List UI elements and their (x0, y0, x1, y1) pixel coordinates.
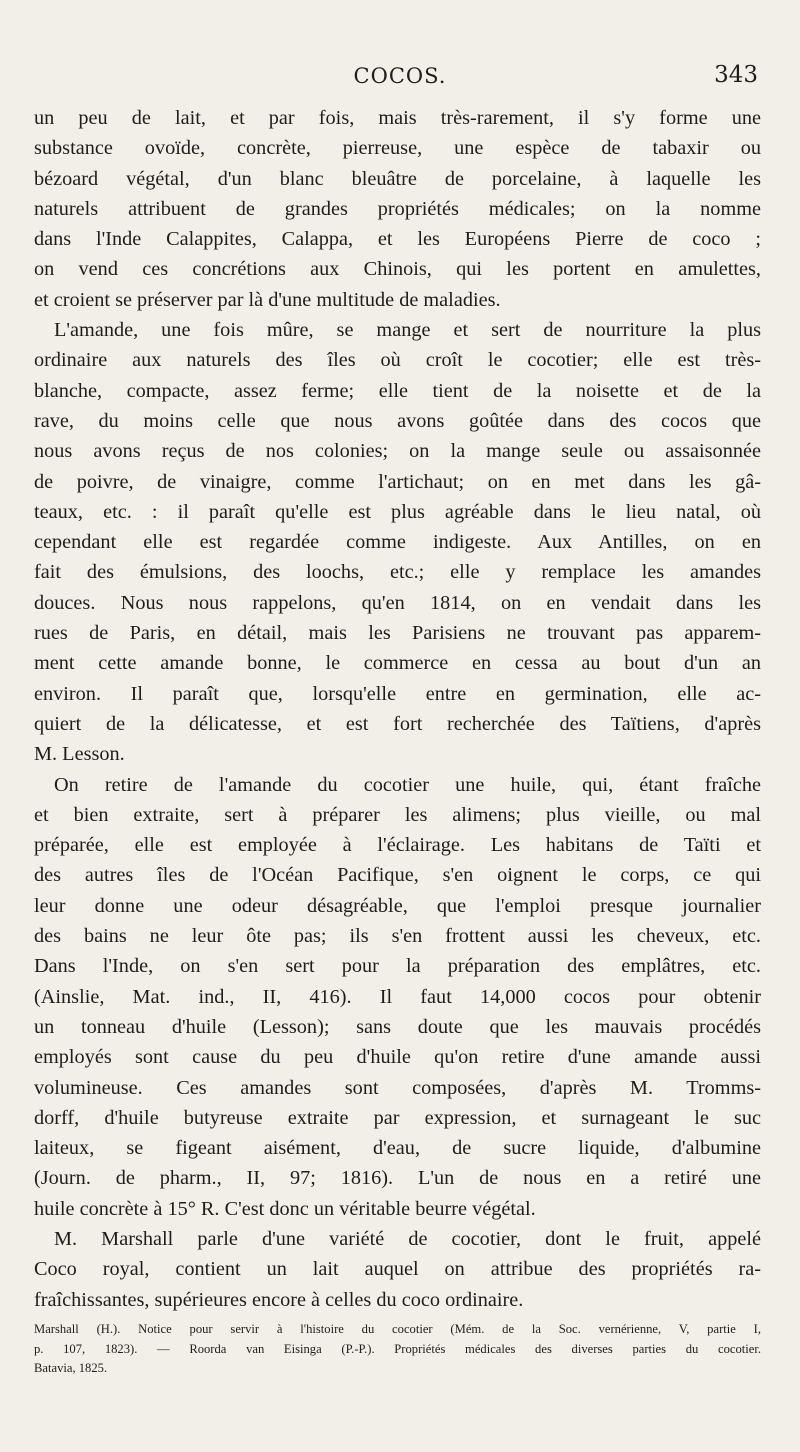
text-line: Coco royal, contient un lait auquel on attribue des propriétés ra- (34, 1258, 761, 1281)
paragraph (34, 770, 761, 1224)
page-number: 343 (714, 62, 758, 88)
text-line: on vend ces concrétions aux Chinois, qui les portent en amulettes, (34, 258, 761, 281)
text-line: On retire de l'amande du cocotier une huile, qui, étant fraîche (54, 773, 761, 796)
text-line: bézoard végétal, d'un blanc bleuâtre de porcelaine, à laquelle les (34, 167, 761, 190)
body-text (34, 103, 761, 1315)
text-line: fait des émulsions, des loochs, etc.; elle y remplace les amandes (34, 561, 761, 584)
text-line: leur donne une odeur désagréable, que l'emploi presque journalier (34, 894, 761, 917)
text-line: dans l'Inde Calappites, Calappa, et les Européens Pierre de coco ; (34, 228, 761, 251)
text-line: de poivre, de vinaigre, comme l'artichaut; on en met dans les gâ- (34, 470, 761, 493)
text-line: employés sont cause du peu d'huile qu'on retire d'une amande aussi (34, 1046, 761, 1069)
text-line: (Journ. de pharm., II, 97; 1816). L'un de nous en a retiré une (34, 1167, 761, 1190)
text-line: un tonneau d'huile (Lesson); sans doute que les mauvais procédés (34, 1015, 761, 1038)
text-line: L'amande, une fois mûre, se mange et sert de nourriture la plus (54, 319, 761, 342)
text-line: laiteux, se figeant aisément, d'eau, de sucre liquide, d'albumine (34, 1137, 761, 1160)
text-line: un peu de lait, et par fois, mais très-rarement, il s'y forme une (34, 107, 761, 129)
text-line: M. Marshall parle d'une variété de cocotier, dont le fruit, appelé (54, 1227, 761, 1250)
text-line: dorff, d'huile butyreuse extraite par expression, et surnageant le suc (34, 1106, 761, 1129)
text-line: Dans l'Inde, on s'en sert pour la préparation des emplâtres, etc. (34, 955, 761, 978)
text-line: volumineuse. Ces amandes sont composées, d'après M. Tromms- (34, 1076, 761, 1099)
paragraph (34, 315, 761, 769)
paragraph (34, 103, 761, 315)
running-head: COCOS. (353, 64, 447, 88)
text-line: ment cette amande bonne, le commerce en cessa au bout d'un an (34, 652, 761, 675)
text-line: naturels attribuent de grandes propriétés médicales; on la nomme (34, 197, 761, 220)
text-line: rues de Paris, en détail, mais les Parisiens ne trouvant pas apparem- (34, 622, 761, 645)
text-line: et bien extraite, sert à préparer les alimens; plus vieille, ou mal (34, 803, 761, 826)
text-line: (Ainslie, Mat. ind., II, 416). Il faut 14,000 cocos pour obtenir (34, 985, 761, 1008)
page-header (0, 62, 800, 96)
text-line: rave, du moins celle que nous avons goûtée dans des cocos que (34, 409, 761, 432)
text-line: teaux, etc. : il paraît qu'elle est plus agréable dans le lieu natal, où (34, 500, 761, 523)
footnote-line: Batavia, 1825. (34, 1361, 108, 1376)
text-line: des autres îles de l'Océan Pacifique, s'en oignent le corps, ce qui (34, 864, 761, 887)
text-line: cependant elle est regardée comme indigeste. Aux Antilles, on en (34, 531, 761, 554)
text-line: fraîchissantes, supérieures encore à celles du coco ordinaire. (34, 1288, 524, 1311)
text-line: blanche, compacte, assez ferme; elle tient de la noisette et de la (34, 379, 761, 402)
text-line: douces. Nous nous rappelons, qu'en 1814, on en vendait dans les (34, 591, 761, 614)
footnote-line: Marshall (H.). Notice pour servir à l'histoire du cocotier (Mém. de la Soc. vernérienne, V, partie I, (34, 1322, 761, 1336)
text-line: substance ovoïde, concrète, pierreuse, une espèce de tabaxir ou (34, 137, 761, 160)
text-line: ordinaire aux naturels des îles où croît le cocotier; elle est très- (34, 349, 761, 372)
text-line: des bains ne leur ôte pas; ils s'en frottent aussi les cheveux, etc. (34, 925, 761, 948)
text-line: environ. Il paraît que, lorsqu'elle entre en germination, elle ac- (34, 682, 761, 705)
text-line: quiert de la délicatesse, et est fort recherchée des Taïtiens, d'après (34, 712, 761, 735)
text-line: huile concrète à 15° R. C'est donc un véritable beurre végétal. (34, 1197, 536, 1220)
paragraph (34, 1224, 761, 1315)
text-line: nous avons reçus de nos colonies; on la mange seule ou assaisonnée (34, 440, 761, 463)
footnote (34, 1320, 761, 1379)
footnote-line: p. 107, 1823). — Roorda van Eisinga (P.-P.). Propriétés médicales des diverses parties du cocotier. (34, 1341, 761, 1356)
text-line: préparée, elle est employée à l'éclairage. Les habitans de Taïti et (34, 834, 761, 857)
text-line: M. Lesson. (34, 743, 125, 766)
text-line: et croient se préserver par là d'une multitude de maladies. (34, 288, 501, 311)
